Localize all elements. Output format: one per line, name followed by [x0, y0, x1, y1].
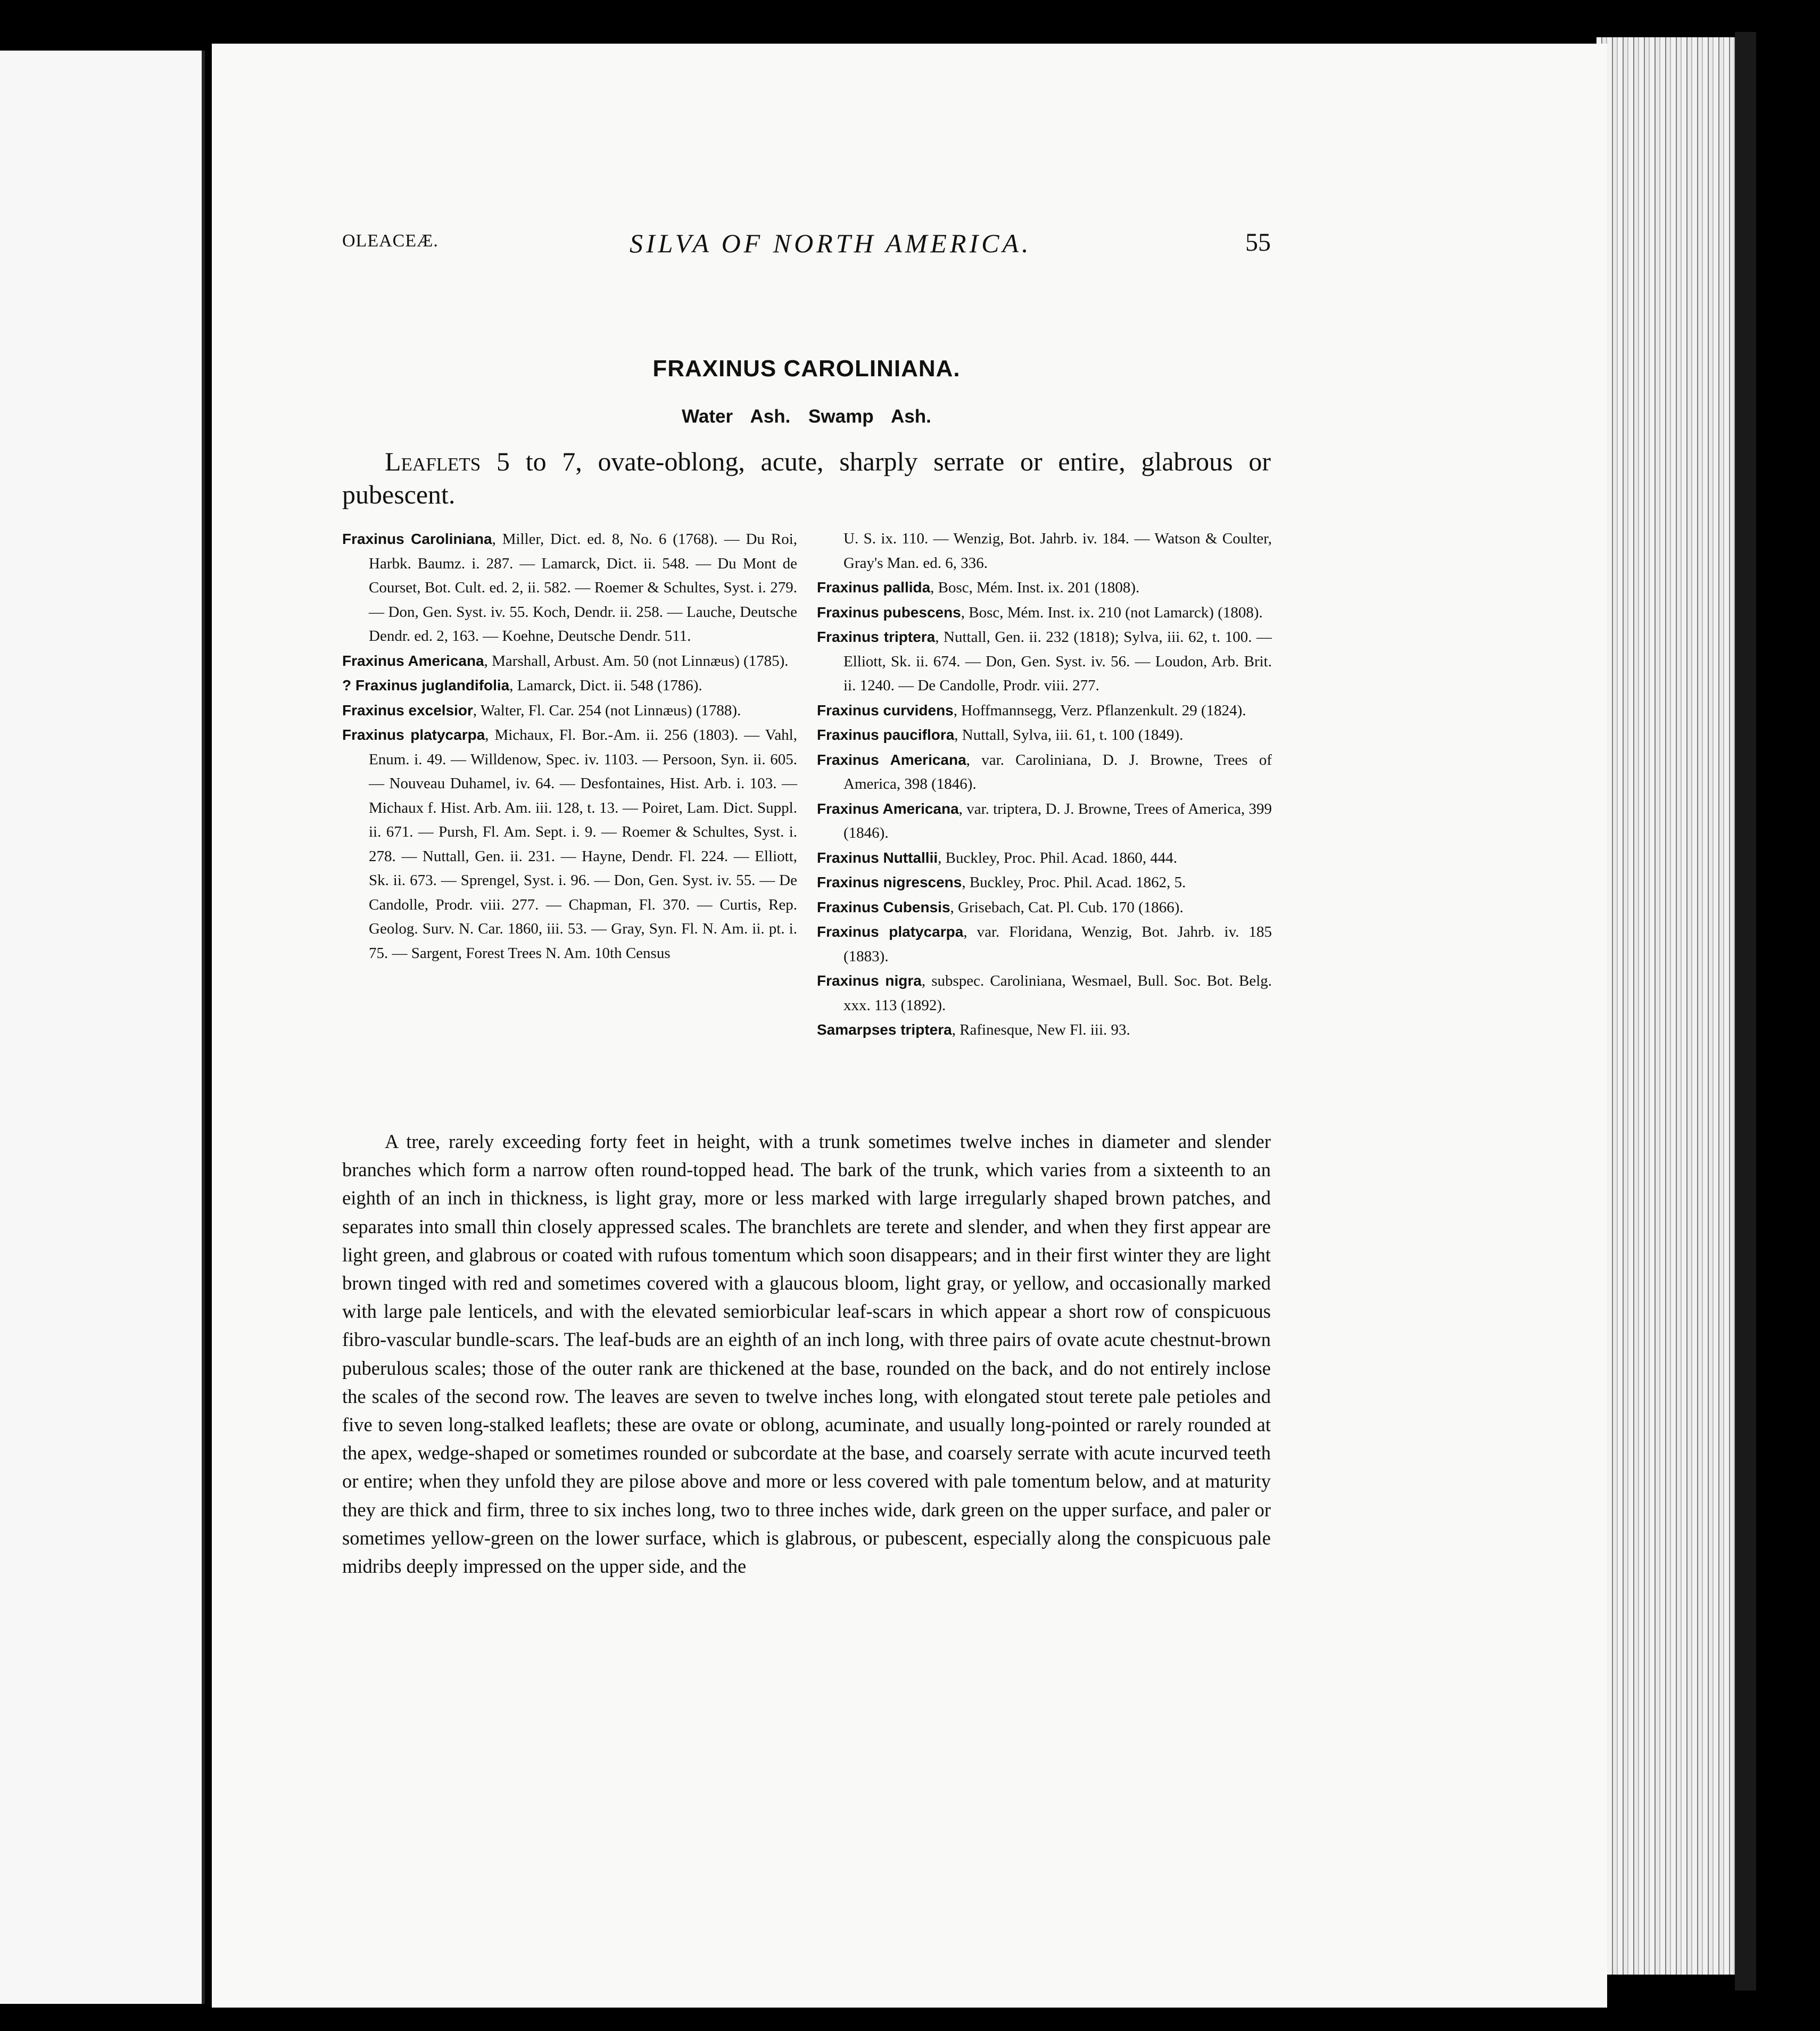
- synonym-entry: [817, 969, 1272, 1018]
- synonym-citation: , subspec. Caroliniana, Wesmael, Bull. Soc. Bot. Belg. xxx. 113 (1892).: [843, 972, 1272, 1014]
- synonym-name: Fraxinus Americana: [342, 652, 484, 669]
- synonym-citation: , Rafinesque, New Fl. iii. 93.: [952, 1021, 1130, 1038]
- synonym-entry: [817, 846, 1272, 871]
- synonym-name: Fraxinus Caroliniana: [342, 531, 492, 547]
- running-title: SILVA OF NORTH AMERICA.: [630, 228, 1032, 258]
- synonym-citation: , var. Caroliniana, D. J. Browne, Trees of America, 398 (1846).: [843, 751, 1272, 792]
- synonym-name: Fraxinus nigrescens: [817, 874, 962, 890]
- synonym-entry: [817, 920, 1272, 969]
- synonym-citation: , Grisebach, Cat. Pl. Cub. 170 (1866).: [950, 898, 1184, 916]
- synonym-citation: , Michaux, Fl. Bor.-Am. ii. 256 (1803). — Vahl, Enum. i. 49. — Willdenow, Spec. iv. 1103. — Persoon, Syn. ii. 605. — Nouveau Duhamel, iv. 64. — Desfontaines, Hist. Arb. i. 103. — Michaux f. Hist. Arb. Am. iii. 128, t. 13. — Poiret, Lam. Dict. Suppl. ii. 671. — Pursh, Fl. Am. Sept. i. 9. — Roemer & Schultes, Syst. i. 278. — Nuttall, Gen. ii. 231. — Hayne, Dendr. Fl. 224. — Elliott, Sk. ii. 673. — Sprengel, Syst. i. 96. — Don, Gen. Syst. iv. 55. — De Candolle, Prodr. viii. 277. — Chapman, Fl. 370. — Curtis, Rep. Geolog. Surv. N. Car. 1860, iii. 53. — Gray, Syn. Fl. N. Am. ii. pt. i. 75. — Sargent, Forest Trees N. Am. 10th Census: [369, 726, 797, 962]
- synonym-name: Fraxinus Americana: [817, 800, 959, 817]
- synonym-citation: , Hoffmannsegg, Verz. Pflanzenkult. 29 (1824).: [953, 701, 1246, 719]
- synonym-name: Fraxinus pauciflora: [817, 726, 955, 743]
- synonym-citation: , Buckley, Proc. Phil. Acad. 1862, 5.: [962, 874, 1186, 891]
- synonym-name: Fraxinus excelsior: [342, 701, 473, 719]
- synonym-name: Fraxinus triptera: [817, 629, 936, 645]
- synonym-entry: [817, 870, 1272, 895]
- synonym-entry: [817, 748, 1272, 797]
- page-gutter: [202, 51, 205, 2004]
- synonym-entry: [817, 600, 1272, 625]
- synonym-entry: [817, 797, 1272, 846]
- synonym-entry: [342, 698, 797, 723]
- synonym-name: Fraxinus pubescens: [817, 604, 961, 621]
- diagnosis-lead: Leaflets: [385, 447, 481, 476]
- synonym-citation: , Lamarck, Dict. ii. 548 (1786).: [509, 677, 702, 694]
- synonym-citation: , Bosc, Mém. Inst. ix. 210 (not Lamarck) (1808).: [961, 604, 1263, 621]
- synonym-citation: , var. triptera, D. J. Browne, Trees of America, 399 (1846).: [843, 800, 1272, 841]
- synonym-citation: , Bosc, Mém. Inst. ix. 201 (1808).: [930, 579, 1140, 596]
- synonym-name: Fraxinus Cubensis: [817, 898, 950, 915]
- synonym-name: Fraxinus Nuttallii: [817, 849, 938, 866]
- synonymy-right-column: [817, 527, 1272, 1043]
- species-description: A tree, rarely exceeding forty feet in height, with a trunk sometimes twelve inches in diameter and slender branches which form a narrow often round-topped head. The bark of the trunk, which varies from a sixteenth to an eighth of an inch in thickness, is light gray, more or less marked with large irregularly shaped brown patches, and separates into small thin closely appressed scales. The branchlets are terete and slender, and when they first appear are light green, and glabrous or coated with rufous tomentum which soon disappears; and in their first winter they are light brown tinged with red and sometimes covered with a glaucous bloom, light gray, or yellow, and occasionally marked with large pale lenticels, and with the elevated semiorbicular leaf-scars in which appear a short row of conspicuous fibro-vascular bundle-scars. The leaf-buds are an eighth of an inch long, with three pairs of ovate acute chestnut-brown puberulous scales; those of the outer rank are thickened at the base, rounded on the back, and do not entirely inclose the scales of the second row. The leaves are seven to twelve inches long, with elongated stout terete pale petioles and five to seven long-stalked leaflets; these are ovate or oblong, acuminate, and usually long-pointed or rarely rounded at the apex, wedge-shaped or sometimes rounded or subcordate at the base, and coarsely serrate with acute incurved teeth or entire; when they unfold they are pilose above and more or less covered with pale tomentum below, and at maturity they are thick and firm, three to six inches long, two to three inches wide, dark green on the upper surface, and paler or sometimes yellow-green on the lower surface, which is glabrous, or pubescent, especially along the conspicuous pale midribs deeply impressed on the upper side, and the: [342, 1130, 1271, 1578]
- book-fore-edge: [1596, 37, 1751, 1975]
- synonym-entry: [342, 673, 797, 698]
- synonym-name: ? Fraxinus juglandifolia: [342, 677, 510, 693]
- synonym-entry: [817, 895, 1272, 920]
- common-names: Water Ash. Swamp Ash.: [682, 406, 931, 427]
- synonym-entry: [342, 527, 797, 649]
- synonym-name: Fraxinus Americana: [817, 751, 966, 768]
- synonym-name: Fraxinus nigra: [817, 972, 922, 989]
- facing-page-left: [0, 51, 205, 2004]
- synonym-entry: [342, 649, 797, 674]
- synonym-citation: , Walter, Fl. Car. 254 (not Linnæus) (1788).: [473, 701, 741, 719]
- synonym-entry: [817, 723, 1272, 748]
- synonymy-continuation: U. S. ix. 110. — Wenzig, Bot. Jahrb. iv. 184. — Watson & Coulter, Gray's Man. ed. 6, 336.: [843, 530, 1272, 572]
- running-header: [342, 228, 1271, 260]
- synonym-citation: , Nuttall, Sylva, iii. 61, t. 100 (1849).: [954, 726, 1184, 744]
- synonym-entry: [342, 723, 797, 965]
- family-name: OLEACEÆ.: [342, 231, 439, 251]
- page-number: 55: [1245, 228, 1271, 257]
- synonym-citation: , Marshall, Arbust. Am. 50 (not Linnæus) (1785).: [484, 652, 789, 670]
- book-edge-shadow: [1735, 32, 1756, 1991]
- synonym-name: Fraxinus platycarpa: [817, 923, 964, 940]
- synonym-name: Samarpses triptera: [817, 1021, 952, 1038]
- synonym-entry: [817, 625, 1272, 698]
- synonym-citation: , var. Floridana, Wenzig, Bot. Jahrb. iv. 185 (1883).: [843, 923, 1272, 965]
- synonym-entry: [817, 698, 1272, 723]
- diagnosis-text: 5 to 7, ovate-oblong, acute, sharply serrate or entire, glabrous or pubescent.: [342, 447, 1271, 509]
- synonym-citation: , Buckley, Proc. Phil. Acad. 1860, 444.: [938, 849, 1178, 866]
- synonym-citation: , Miller, Dict. ed. 8, No. 6 (1768). — Du Roi, Harbk. Baumz. i. 287. — Lamarck, Dict. ii. 548. — Du Mont de Courset, Bot. Cult. ed. 2, ii. 582. — Roemer & Schultes, Syst. i. 279. — Don, Gen. Syst. iv. 55. Koch, Dendr. ii. 258. — Lauche, Deutsche Dendr. ed. 2, 163. — Koehne, Deutsche Dendr. 511.: [369, 531, 797, 645]
- synonymy-left-column: [342, 527, 797, 965]
- synonym-entry: [817, 1018, 1272, 1043]
- species-title: FRAXINUS CAROLINIANA.: [652, 356, 961, 382]
- species-diagnosis: [342, 445, 1271, 511]
- synonym-name: Fraxinus platycarpa: [342, 726, 485, 743]
- synonym-name: Fraxinus pallida: [817, 579, 931, 596]
- synonym-name: Fraxinus curvidens: [817, 701, 954, 719]
- synonym-entry: [817, 575, 1272, 600]
- synonym-citation: , Nuttall, Gen. ii. 232 (1818); Sylva, iii. 62, t. 100. — Elliott, Sk. ii. 674. — Don, Gen. Syst. iv. 56. — Loudon, Arb. Brit. ii. 1240. — De Candolle, Prodr. viii. 277.: [843, 629, 1272, 694]
